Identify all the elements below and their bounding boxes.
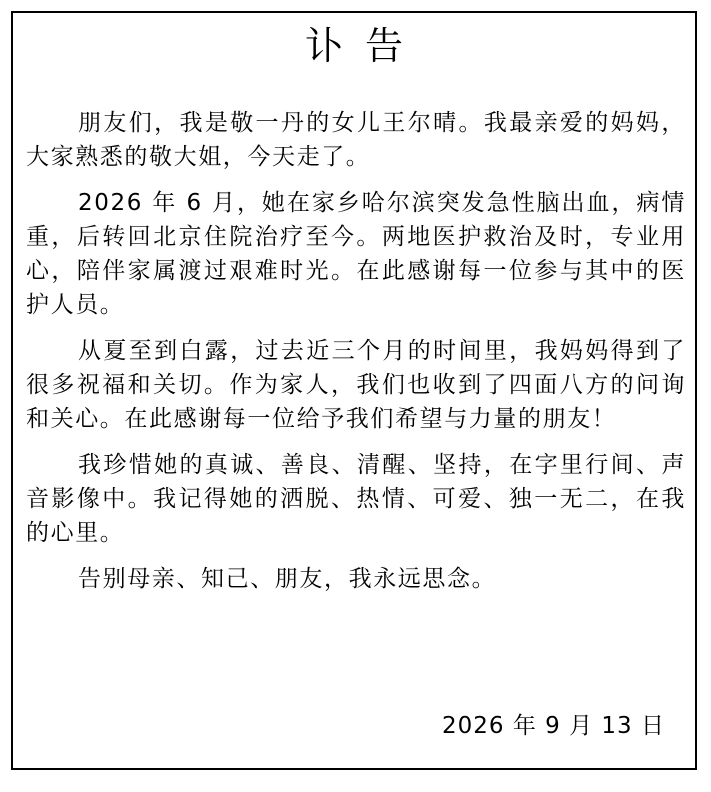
obituary-frame: [11, 11, 697, 770]
obituary-date: 2026 年 9 月 13 日: [442, 713, 665, 739]
paragraph-opening: 朋友们，我是敬一丹的女儿王尔晴。我最亲爱的妈妈，大家熟悉的敬大姐，今天走了。: [26, 110, 686, 170]
paragraph-farewell: 告别母亲、知己、朋友，我永远思念。: [78, 566, 497, 592]
paragraph-thanks-friends: 从夏至到白露，过去近三个月的时间里，我妈妈得到了很多祝福和关切。作为家人，我们也收到了四面八方的问询和关心。在此感谢每一位给予我们希望与力量的朋友！: [26, 338, 686, 432]
paragraph-memory: 我珍惜她的真诚、善良、清醒、坚持，在字里行间、声音影像中。我记得她的洒脱、热情、可爱、独一无二，在我的心里。: [26, 452, 686, 546]
obituary-title: 讣告: [304, 24, 425, 68]
paragraph-hospital: 2026 年 6 月，她在家乡哈尔滨突发急性脑出血，病情重，后转回北京住院治疗至今。两地医护救治及时，专业用心，陪伴家属渡过艰难时光。在此感谢每一位参与其中的医护人员。: [26, 190, 686, 318]
obituary-body: [26, 106, 686, 596]
